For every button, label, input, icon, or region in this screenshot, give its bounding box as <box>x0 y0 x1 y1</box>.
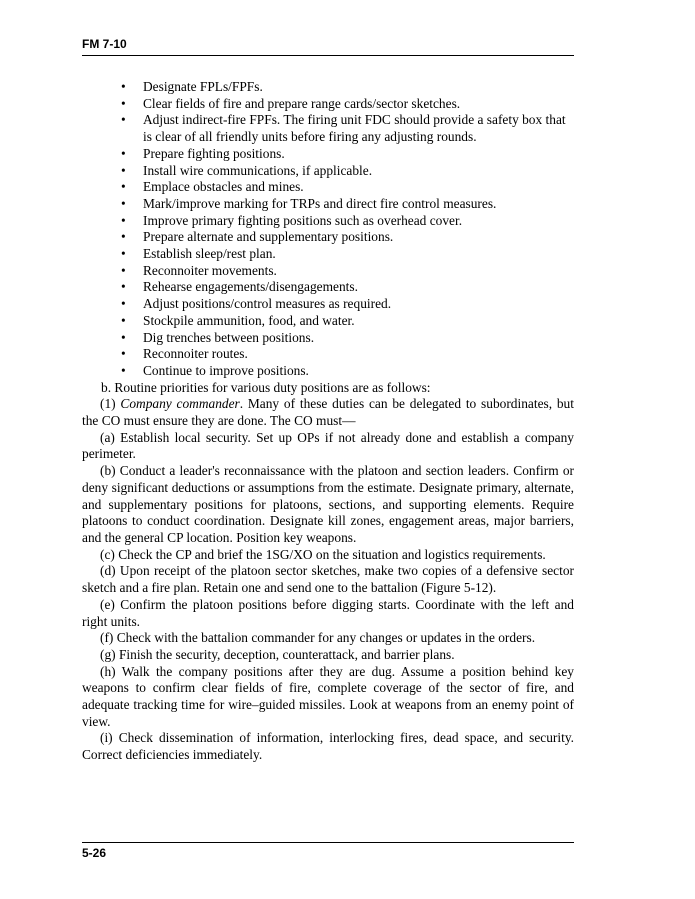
bullet-item <box>82 246 574 263</box>
bullet-item <box>82 96 574 113</box>
bullet-item <box>82 196 574 213</box>
bullet-icon: • <box>121 362 126 378</box>
subparagraph: (c) Check the CP and brief the 1SG/XO on the situation and logistics requirements. <box>100 546 546 562</box>
bullet-icon: • <box>121 312 126 328</box>
bullet-icon: • <box>121 145 126 161</box>
task-list <box>82 79 574 380</box>
running-header: FM 7-10 <box>82 37 127 51</box>
bullet-text: Continue to improve positions. <box>143 362 309 378</box>
footer-rule <box>82 842 574 843</box>
bullet-icon: • <box>121 179 126 195</box>
bullet-text: Install wire communications, if applicable. <box>143 162 373 178</box>
subparagraph: (e) Confirm the platoon positions before digging starts. Coordinate with the left and right units. <box>82 596 574 629</box>
bullet-item <box>82 313 574 330</box>
bullet-item <box>82 112 574 145</box>
bullet-icon: • <box>121 329 126 345</box>
paragraph-1 <box>82 396 574 429</box>
bullet-text: Reconnoiter routes. <box>143 346 248 362</box>
bullet-text: Emplace obstacles and mines. <box>143 179 304 195</box>
bullet-text: Establish sleep/rest plan. <box>143 246 276 262</box>
page-body <box>82 79 574 764</box>
bullet-item <box>82 330 574 347</box>
bullet-text: Clear fields of fire and prepare range cards/sector sketches. <box>143 95 461 111</box>
subparagraph: (h) Walk the company positions after they are dug. Assume a position behind key weapons to confirm clear fields of fire, complete coverage of the sector of fire, and adequate tracking time for wire–guided missiles. Look at weapons from an enemy point of view. <box>82 663 574 729</box>
bullet-item <box>82 229 574 246</box>
bullet-text: Improve primary fighting positions such as overhead cover. <box>143 212 463 228</box>
bullet-icon: • <box>121 212 126 228</box>
subparagraph-list <box>82 430 574 764</box>
bullet-text: Prepare alternate and supplementary positions. <box>143 229 394 245</box>
bullet-item <box>82 346 574 363</box>
page-number: 5-26 <box>82 846 107 860</box>
bullet-icon: • <box>121 346 126 362</box>
subparagraph: (i) Check dissemination of information, interlocking fires, dead space, and security. Correct deficiencies immediately. <box>82 730 574 763</box>
bullet-icon: • <box>121 195 126 211</box>
bullet-item <box>82 79 574 96</box>
bullet-text: Prepare fighting positions. <box>143 145 285 161</box>
bullet-item <box>82 263 574 280</box>
bullet-icon: • <box>121 162 126 178</box>
bullet-text: Rehearse engagements/disengagements. <box>143 279 358 295</box>
bullet-text: Mark/improve marking for TRPs and direct fire control measures. <box>143 195 497 211</box>
bullet-icon: • <box>121 262 126 278</box>
bullet-text: Reconnoiter movements. <box>143 262 277 278</box>
subparagraph: (a) Establish local security. Set up OPs if not already done and establish a company perimeter. <box>82 429 574 462</box>
paragraph-1-label: (1) <box>100 396 121 412</box>
bullet-item <box>82 213 574 230</box>
bullet-icon: • <box>121 79 126 94</box>
bullet-icon: • <box>121 95 126 111</box>
bullet-item <box>82 296 574 313</box>
bullet-text: Stockpile ammunition, food, and water. <box>143 312 355 328</box>
bullet-icon: • <box>121 112 126 128</box>
bullet-item <box>82 146 574 163</box>
paragraph-b: b. Routine priorities for various duty positions are as follows: <box>101 379 431 395</box>
bullet-icon: • <box>121 229 126 245</box>
subparagraph: (g) Finish the security, deception, counterattack, and barrier plans. <box>100 646 455 662</box>
bullet-item <box>82 179 574 196</box>
bullet-item <box>82 163 574 180</box>
subparagraph: (f) Check with the battalion commander for any changes or updates in the orders. <box>100 630 536 646</box>
bullet-text: Dig trenches between positions. <box>143 329 315 345</box>
bullet-item <box>82 279 574 296</box>
header-rule <box>82 55 574 56</box>
bullet-text: Adjust positions/control measures as required. <box>143 296 392 312</box>
paragraph-1-text: . Many of these duties can be delegated to subordinates, but the CO must ensure they are done. The CO must— <box>82 396 574 429</box>
paragraph-1-title: Company commander <box>120 396 240 412</box>
bullet-text: Designate FPLs/FPFs. <box>143 79 263 94</box>
subparagraph: (d) Upon receipt of the platoon sector sketches, make two copies of a defensive sector sketch and a fire plan. Retain one and send one to the battalion (Figure 5-12). <box>82 563 574 596</box>
bullet-icon: • <box>121 296 126 312</box>
bullet-item <box>82 363 574 380</box>
bullet-icon: • <box>121 279 126 295</box>
subparagraph: (b) Conduct a leader's reconnaissance with the platoon and section leaders. Confirm or deny significant deductions or assumptions from the estimate. Designate primary, alternate, and supplementary positions for platoons, sections, and supporting elements. Require platoons to conduct coordination. Designate kill zones, engagement areas, major barriers, and the general CP location. Position key weapons. <box>82 463 574 545</box>
bullet-icon: • <box>121 246 126 262</box>
bullet-text: Adjust indirect-fire FPFs. The firing unit FDC should provide a safety box that is clear of all friendly units before firing any adjusting rounds. <box>143 112 566 145</box>
